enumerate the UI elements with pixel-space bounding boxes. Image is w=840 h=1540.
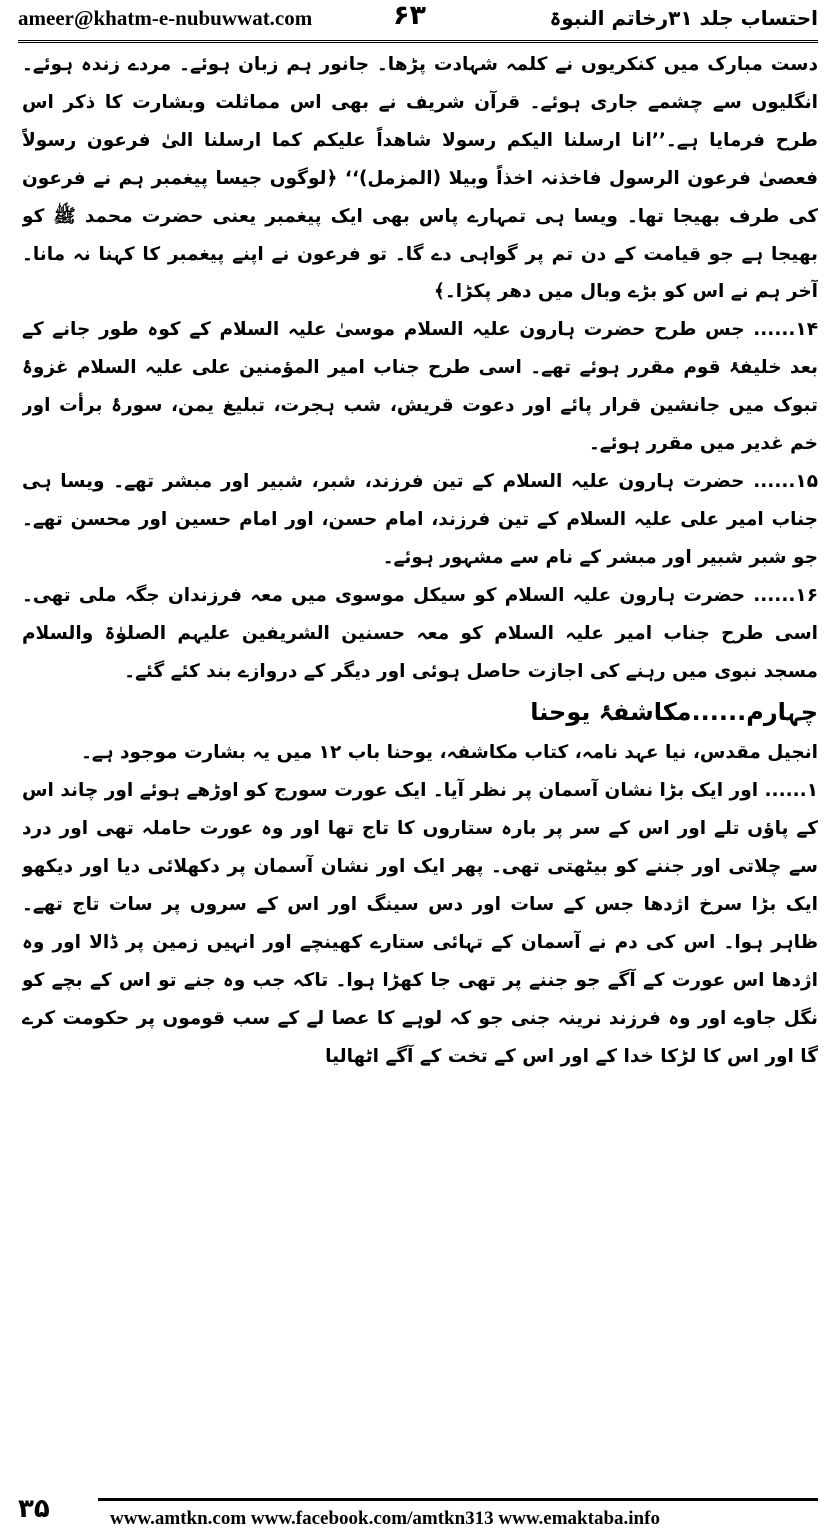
page-footer [18,1494,818,1536]
page-body [22,46,818,1486]
paragraph-point-15: ۱۵...... حضرت ہارون علیہ السلام کے تین فرزند، شبر، شبیر اور مبشر تھے۔ ویسا ہی جناب امیر علی علیہ السلام کے تین فرزند، امام حسن، اور امام حسین اور محسن تھے۔ جو شبر شبیر اور مبشر کے نام سے مشہور ہوئے۔ [22,470,818,568]
paragraph-point-16: ۱۶...... حضرت ہارون علیہ السلام کو سیکل موسوی میں معہ فرزندان جگہ ملی تھی۔ اسی طرح جناب امیر علیہ السلام کو معہ حسنین الشریفین علیہم الصلوٰۃ والسلام مسجد نبوی میں رہنے کی اجازت حاصل ہوئی اور دیگر کے دروازے بند کئے گئے۔ [22,584,818,682]
paragraph-quran-verse: دست مبارک میں کنکریوں نے کلمہ شہادت پڑھا۔ جانور ہم زبان ہوئے۔ مردے زندہ ہوئے۔ انگلیوں سے چشمے جاری ہوئے۔ قرآن شریف نے بھی اس مماثلت وبشارت کا ذکر اس طرح فرمایا ہے۔’’انا ارسلنا الیکم رسولا شاھداً علیکم کما ارسلنا الیٰ فرعون رسولاً فعصیٰ فرعون الرسول فاخذنہ اخذاً وبیلا (المزمل)‘‘ ﴿لوگوں جیسا پیغمبر ہم نے فرعون کی طرف بھیجا تھا۔ ویسا ہی تمہارے پاس بھی ایک پیغمبر یعنی حضرت محمد ﷺ کو بھیجا ہے جو قیامت کے دن تم پر گواہی دے گا۔ تو فرعون نے اپنے پیغمبر کا کہنا نہ مانا۔ آخر ہم نے اس کو بڑے وبال میں دھر پکڑا۔﴾ [22,54,818,303]
section-intro: انجیل مقدس، نیا عہد نامہ، کتاب مکاشفہ، یوحنا باب ۱۲ میں یہ بشارت موجود ہے۔ [81,742,818,764]
footer-rule [98,1498,818,1501]
footer-page-number: ۳۵ [18,1494,50,1524]
section-heading: چہارم......مکاشفۂ یوحنا [530,698,818,727]
page-header [18,0,818,43]
header-email: ameer@khatm-e-nubuwwat.com [18,6,313,30]
paragraph-revelation-1: ۱...... اور ایک بڑا نشان آسمان پر نظر آیا۔ ایک عورت سورج کو اوڑھے ہوئے اور چاند اس کے پاؤں تلے اور اس کے سر پر بارہ ستاروں کا تاج تھا اور وہ عورت حاملہ تھی اور درد سے چلاتی اور جننے کو بیٹھتی تھی۔ پھر ایک اور نشان آسمان پر دکھلائی دیا اور دیکھو ایک بڑا سرخ اژدھا جس کے سات اور دس سینگ اور اس کے سروں پر سات تاج تھے۔ ظاہر ہوا۔ اس کی دم نے آسمان کے تہائی ستارے کھینچے اور انہیں زمین پر ڈالا اور وہ اژدھا اس عورت کے آگے جو جننے پر تھی جا کھڑا ہوا۔ تاکہ جب وہ جنے تو اس کے بچے کو نگل جاوے اور وہ فرزند نرینہ جنی جو کہ لوہے کا عصا لے کے سب قوموں پر حکومت کرے گا اور اس کا لڑکا خدا کے اور اس کے تخت کے آگے اٹھالیا [22,780,818,1067]
header-book-title: احتساب جلد ۳۱رخاتم النبوۃ [549,6,818,30]
footer-links: www.amtkn.com www.facebook.com/amtkn313 www.emaktaba.info [110,1508,660,1529]
header-page-number: ۶۳ [393,0,426,31]
paragraph-point-14: ۱۴...... جس طرح حضرت ہارون علیہ السلام موسیٰ علیہ السلام کے کوہ طور جانے کے بعد خلیفۂ قوم مقرر ہوئے تھے۔ اسی طرح جناب امیر المؤمنین علی علیہ السلام غزوۂ تبوک میں جانشین قرار پائے اور دعوت قریش، شب ہجرت، تبلیغ یمن، سورۂ برأت اور خم غدیر میں مقرر ہوئے۔ [22,319,818,455]
